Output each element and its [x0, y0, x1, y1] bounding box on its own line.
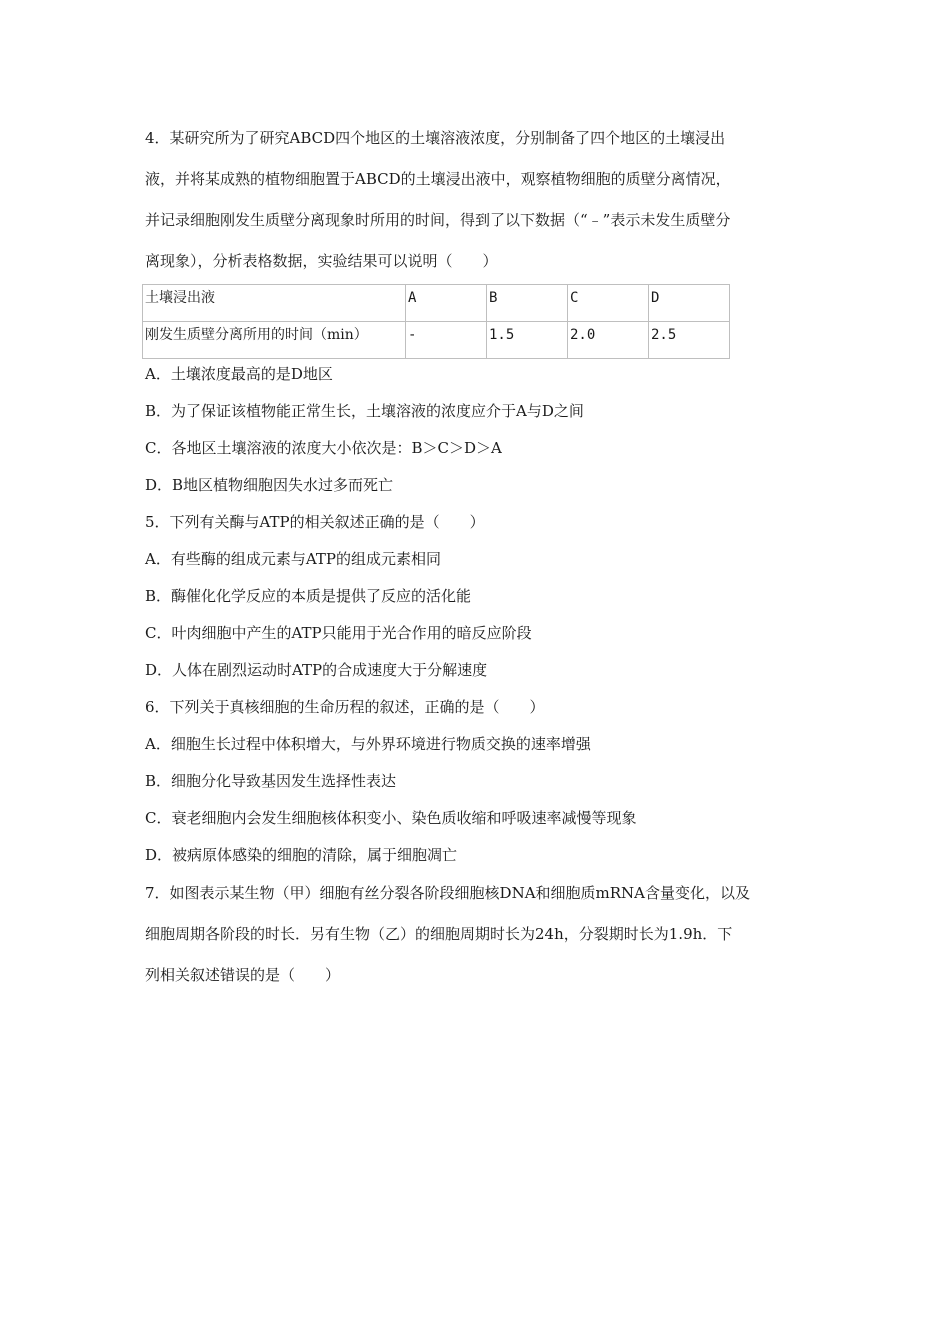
table-cell: 2.5 — [649, 322, 730, 359]
q6-option-d: D．被病原体感染的细胞的清除，属于细胞凋亡 — [145, 846, 458, 864]
q4-stem-line-2: 液，并将某成熟的植物细胞置于ABCD的土壤浸出液中，观察植物细胞的质壁分离情况， — [145, 170, 731, 188]
q4-data-table — [142, 284, 730, 359]
q4-option-c: C．各地区土壤溶液的浓度大小依次是：B＞C＞D＞A — [145, 439, 502, 457]
table-cell: 1.5 — [487, 322, 568, 359]
q6-option-a: A．细胞生长过程中体积增大，与外界环境进行物质交换的速率增强 — [145, 735, 591, 753]
q4-option-b: B．为了保证该植物能正常生长，土壤溶液的浓度应介于A与D之间 — [145, 402, 584, 420]
q5-option-b: B．酶催化化学反应的本质是提供了反应的活化能 — [145, 587, 472, 605]
table-cell: 2.0 — [568, 322, 649, 359]
q4-stem-line-1: 4．某研究所为了研究ABCD四个地区的土壤溶液浓度，分别制备了四个地区的土壤浸出 — [145, 129, 726, 147]
q4-option-d: D．B地区植物细胞因失水过多而死亡 — [145, 476, 394, 494]
table-header-cell: A — [406, 285, 487, 322]
q5-option-d: D．人体在剧烈运动时ATP的合成速度大于分解速度 — [145, 661, 488, 679]
q6-option-b: B．细胞分化导致基因发生选择性表达 — [145, 772, 397, 790]
q5-option-c: C．叶肉细胞中产生的ATP只能用于光合作用的暗反应阶段 — [145, 624, 532, 642]
table-row — [143, 285, 730, 322]
q7-stem-line-1: 7．如图表示某生物（甲）细胞有丝分裂各阶段细胞核DNA和细胞质mRNA含量变化，以及 — [145, 884, 751, 902]
table-cell: - — [406, 322, 487, 359]
q4-stem-line-3: 并记录细胞刚发生质壁分离现象时所用的时间，得到了以下数据（“﹣”表示未发生质壁分 — [145, 211, 731, 229]
q6-stem: 6．下列关于真核细胞的生命历程的叙述，正确的是（ ） — [145, 698, 545, 716]
q5-stem: 5．下列有关酶与ATP的相关叙述正确的是（ ） — [145, 513, 485, 531]
q5-option-a: A．有些酶的组成元素与ATP的组成元素相同 — [145, 550, 441, 568]
q7-stem-line-2: 细胞周期各阶段的时长．另有生物（乙）的细胞周期时长为24h，分裂期时长为1.9h．下 — [145, 925, 733, 943]
q4-stem-line-4: 离现象），分析表格数据，实验结果可以说明（ ） — [145, 252, 498, 270]
q7-stem-line-3: 列相关叙述错误的是（ ） — [145, 966, 341, 984]
table-row — [143, 322, 730, 359]
table-cell: 刚发生质壁分离所用的时间（min） — [143, 322, 406, 359]
q6-option-c: C．衰老细胞内会发生细胞核体积变小、染色质收缩和呼吸速率减慢等现象 — [145, 809, 637, 827]
table-header-cell: D — [649, 285, 730, 322]
table-header-cell: C — [568, 285, 649, 322]
table-header-cell: 土壤浸出液 — [143, 285, 406, 322]
table-header-cell: B — [487, 285, 568, 322]
q4-option-a: A．土壤浓度最高的是D地区 — [145, 365, 333, 383]
